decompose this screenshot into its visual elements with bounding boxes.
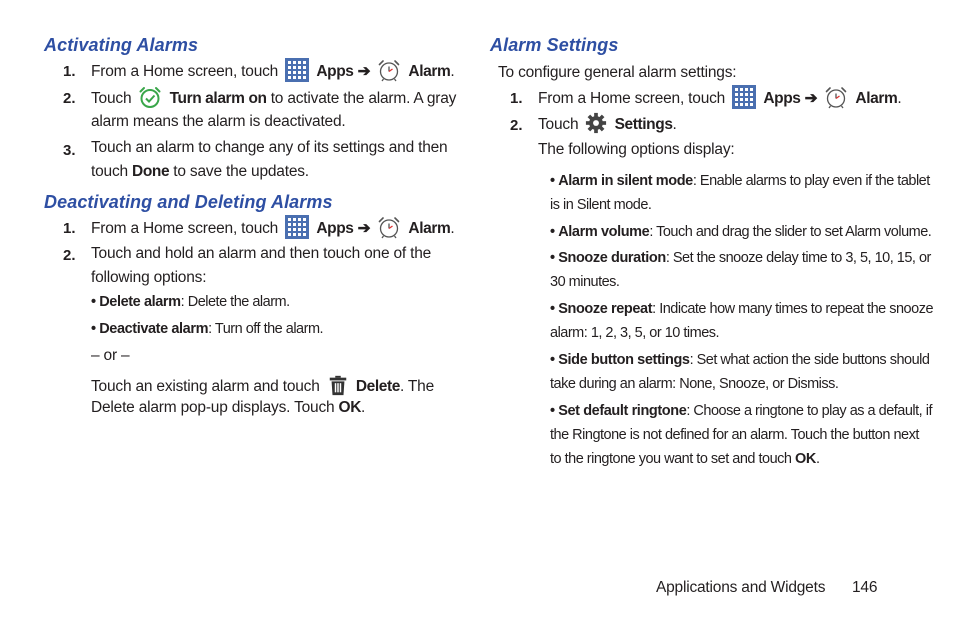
option-name: Delete alarm [99,294,181,310]
option-desc-line: is in Silent mode. [550,197,652,213]
step-text: From a Home screen, touch [91,63,279,81]
step-text: Touch [538,116,579,134]
ok-label: OK [795,451,816,467]
step-text: Delete alarm pop-up displays. Touch [91,399,335,416]
step-text: to activate the alarm. A gray [270,90,457,108]
list-item [550,301,933,317]
step-number: 1. [63,63,76,80]
footer-section-title: Applications and Widgets [656,579,826,596]
delete-label: Delete [355,378,400,396]
bullet-glyph: • [550,173,555,189]
activating-step-3-line-2 [91,163,309,181]
bullet-glyph: • [550,403,555,419]
option-name: Side button settings [558,352,690,368]
period: . [815,451,820,467]
step-number: 1. [510,90,523,107]
option-desc: : Touch and drag the slider to set Alarm volume. [649,224,932,240]
bullet-glyph: • [91,294,96,310]
option-name: Set default ringtone [558,403,687,419]
apps-grid-icon [732,85,756,109]
option-desc: : Set what action the side buttons should [689,352,930,368]
step-number: 3. [63,142,76,159]
list-item [550,224,931,240]
step-number: 2. [510,117,523,134]
arrow-glyph: ➔ [357,220,371,238]
option-desc: to the ringtone you want to set and touch [550,451,792,467]
page-number: 146 [852,579,878,596]
alarm-label: Alarm [408,63,451,81]
touch-delete-line [91,375,434,399]
alarm-clock-icon [377,215,401,239]
step-text: touch [91,163,128,180]
ok-label: OK [338,399,361,416]
step-text-line: Touch an alarm to change any of its settings and then [91,139,448,156]
list-item [550,403,932,419]
option-desc: : Enable alarms to play even if the tablet [692,173,930,189]
option-desc-line: 30 minutes. [550,274,620,290]
step-text: to save the updates. [173,163,309,180]
settings-step-1 [538,87,901,111]
option-desc: : Set the snooze delay time to 3, 5, 10, 15, or [665,250,931,266]
option-desc: : Indicate how many times to repeat the snooze [652,301,934,317]
trash-icon [327,373,349,397]
alarm-clock-icon [377,58,401,82]
touch-ok-line [91,399,365,417]
bullet-glyph: • [550,250,555,266]
step-text-line: alarm means the alarm is deactivated. [91,113,346,130]
option-desc-line: the Ringtone is not defined for an alarm. Touch the button next [550,427,919,443]
option-name: Snooze repeat [558,301,653,317]
apps-label: Apps [763,90,801,108]
step-text: Touch an existing alarm and touch [91,378,320,396]
bullet-glyph: • [550,224,555,240]
alarm-on-icon [138,85,162,109]
apps-label: Apps [316,220,354,238]
option-name: Deactivate alarm [99,321,209,337]
list-item [550,352,929,368]
or-separator: – or – [91,347,130,364]
step-text-line: following options: [91,269,207,286]
arrow-glyph: ➔ [804,90,818,108]
activating-step-2 [91,87,456,111]
step-text: Touch [91,90,132,108]
option-name: Snooze duration [558,250,666,266]
activating-alarms-heading: Activating Alarms [44,35,199,55]
activating-step-1 [91,60,454,84]
turn-alarm-on-label: Turn alarm on [169,90,267,108]
alarm-label: Alarm [408,220,451,238]
step-text: From a Home screen, touch [91,220,279,238]
bullet-glyph: • [550,301,555,317]
list-item [91,321,323,337]
alarm-settings-heading: Alarm Settings [490,35,619,55]
option-desc: : Delete the alarm. [180,294,290,310]
step-text-line: Touch and hold an alarm and then touch one of the [91,245,432,262]
period: . [450,220,455,238]
list-item [550,173,930,189]
period: . [672,116,677,134]
settings-step-2 [538,114,677,136]
option-desc-line-3 [550,451,820,467]
option-name: Alarm volume [558,224,650,240]
apps-grid-icon [285,215,309,239]
option-desc: : Turn off the alarm. [208,321,324,337]
alarm-label: Alarm [855,90,898,108]
step-number: 1. [63,220,76,237]
options-intro: The following options display: [538,141,735,158]
apps-label: Apps [316,63,354,81]
apps-grid-icon [285,58,309,82]
deactivating-heading: Deactivating and Deleting Alarms [44,192,333,212]
intro-text: To configure general alarm settings: [498,64,737,81]
alarm-clock-icon [824,85,848,109]
bullet-glyph: • [91,321,96,337]
gear-icon [585,112,607,134]
settings-label: Settings [614,116,673,134]
arrow-glyph: ➔ [357,63,371,81]
bullet-glyph: • [550,352,555,368]
step-text: From a Home screen, touch [538,90,726,108]
list-item [550,250,931,266]
period: . [361,399,366,416]
done-label: Done [132,163,170,180]
option-desc-line: alarm: 1, 2, 3, 5, or 10 times. [550,325,720,341]
period: . [897,90,902,108]
option-desc: : Choose a ringtone to play as a default, if [686,403,932,419]
step-text: . The [399,378,435,396]
step-number: 2. [63,90,76,107]
option-desc-line: take during an alarm: None, Snooze, or Dismiss. [550,376,839,392]
list-item [91,294,290,310]
option-name: Alarm in silent mode [558,173,693,189]
period: . [450,63,455,81]
deactivating-step-1 [91,217,454,241]
step-number: 2. [63,247,76,264]
